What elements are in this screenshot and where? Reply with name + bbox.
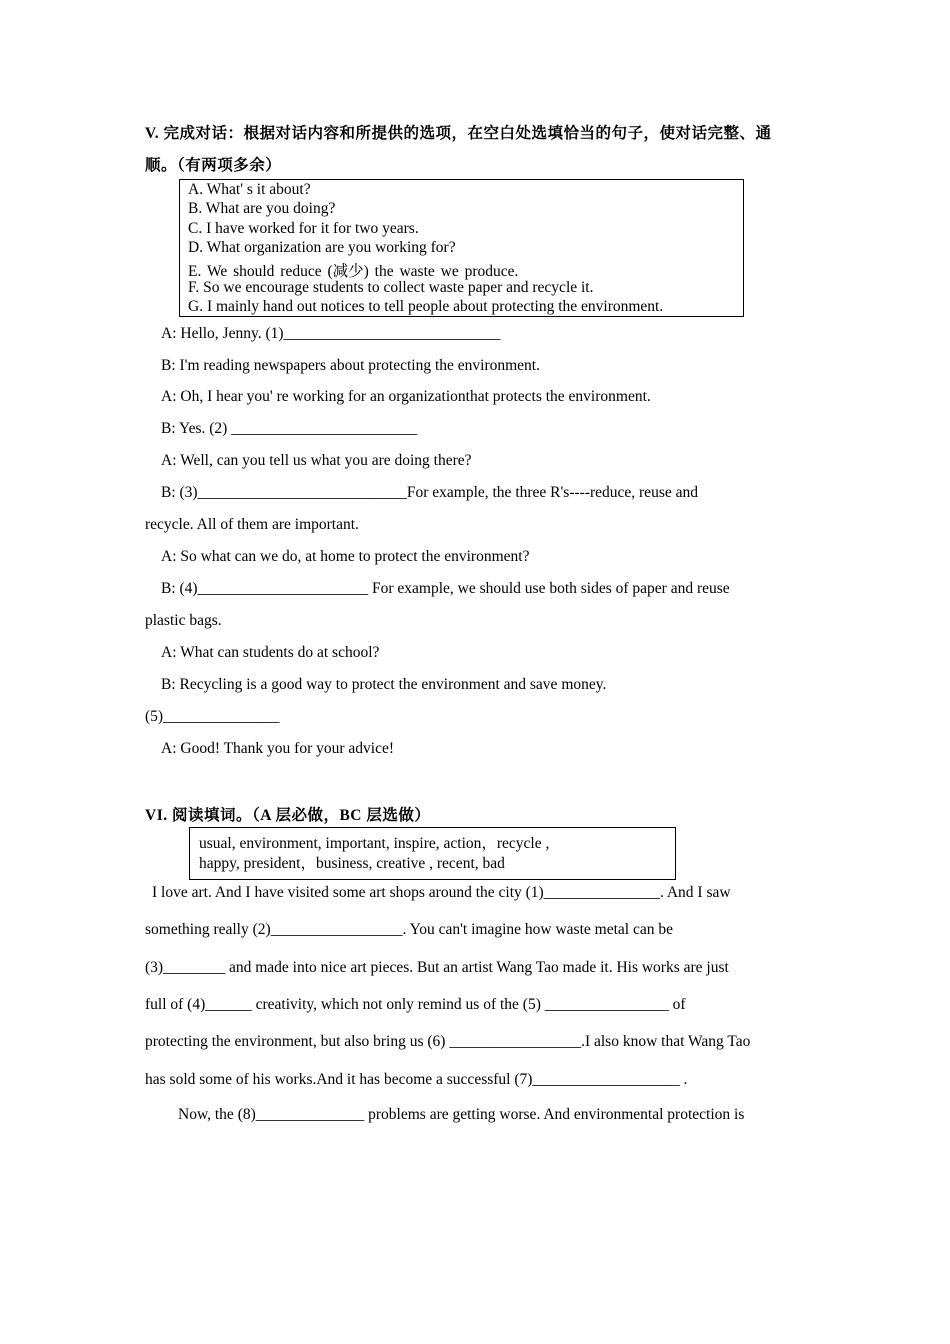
dialogue-line-continued: plastic bags. <box>145 612 222 629</box>
passage-line: Now, the (8)______________ problems are getting worse. And environmental protection is <box>178 1106 745 1123</box>
dialogue-line: A: Oh, I hear you' re working for an organizationthat protects the environment. <box>161 388 651 405</box>
dialogue-line: A: Hello, Jenny. (1)____________________________ <box>161 325 501 342</box>
dialogue-line: A: Well, can you tell us what you are doing there? <box>161 452 472 469</box>
dialogue-line: B: (4)______________________ For example, we should use both sides of paper and reuse <box>161 580 730 597</box>
option-a: A. What' s it about? <box>188 181 311 198</box>
option-e: E. We should reduce (减少) the waste we produce. <box>188 263 519 280</box>
passage-line: something really (2)_________________. You can't imagine how waste metal can be <box>145 921 673 938</box>
word-bank-line: happy, president，business, creative , recent, bad <box>199 855 505 872</box>
dialogue-line: B: (3)___________________________For example, the three R's----reduce, reuse and <box>161 484 698 501</box>
option-c: C. I have worked for it for two years. <box>188 220 419 237</box>
option-f: F. So we encourage students to collect waste paper and recycle it. <box>188 279 594 296</box>
dialogue-line-continued: recycle. All of them are important. <box>145 516 359 533</box>
section5-title-line1: V. 完成对话：根据对话内容和所提供的选项，在空白处选填恰当的句子，使对话完整、通 <box>145 125 772 142</box>
passage-line: has sold some of his works.And it has become a successful (7)___________________ . <box>145 1071 688 1088</box>
dialogue-line: B: Yes. (2) ________________________ <box>161 420 418 437</box>
passage-line: protecting the environment, but also bring us (6) _________________.I also know that Wang Tao <box>145 1033 751 1050</box>
dialogue-line: B: I'm reading newspapers about protecting the environment. <box>161 357 540 374</box>
section6-title: VI. 阅读填词。（A 层必做，BC 层选做） <box>145 807 431 824</box>
dialogue-line: B: Recycling is a good way to protect the environment and save money. <box>161 676 607 693</box>
passage-line: I love art. And I have visited some art shops around the city (1)_______________. And I saw <box>152 884 731 901</box>
word-bank-line: usual, environment, important, inspire, action，recycle , <box>199 835 550 852</box>
dialogue-line: A: Good! Thank you for your advice! <box>161 740 395 757</box>
word-bank-box <box>189 827 676 880</box>
options-box <box>179 179 744 317</box>
option-d: D. What organization are you working for? <box>188 239 456 256</box>
passage-line: full of (4)______ creativity, which not only remind us of the (5) ________________ of <box>145 996 686 1013</box>
section5-title-line2: 顺。（有两项多余） <box>145 157 282 174</box>
option-g: G. I mainly hand out notices to tell people about protecting the environment. <box>188 298 664 315</box>
dialogue-line-continued: (5)_______________ <box>145 708 280 725</box>
dialogue-line: A: What can students do at school? <box>161 644 380 661</box>
passage-line: (3)________ and made into nice art pieces. But an artist Wang Tao made it. His works are just <box>145 959 729 976</box>
option-b: B. What are you doing? <box>188 200 336 217</box>
dialogue-line: A: So what can we do, at home to protect the environment? <box>161 548 530 565</box>
